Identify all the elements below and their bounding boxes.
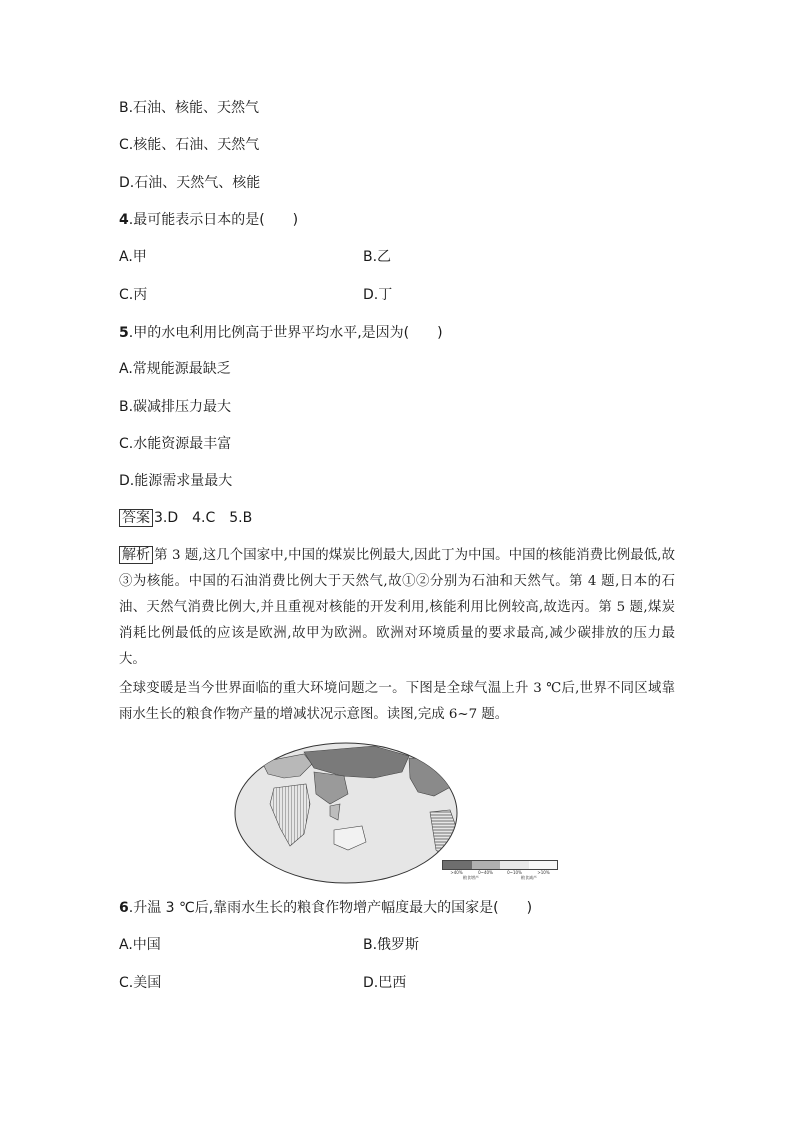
q5-option-c: C.水能资源最丰富 xyxy=(119,436,232,452)
q4-options-row-2 xyxy=(119,285,393,305)
legend-value-4: >10% xyxy=(537,870,550,875)
q4-option-a: A.甲 xyxy=(119,249,147,265)
analysis-text: 第 3 题,这几个国家中,中国的煤炭比例最大,因此丁为中国。中国的核能消费比例最低,故③为核能。中国的石油消费比例大于天然气,故①②分别为石油和天然气。第 4 题,日本的石油、天然气消费比例大,并且重视对核能的开发利用,核能利用比例较高,故选丙。第 5 题,煤炭消耗比例最低的应该是欧洲,故甲为欧洲。欧洲对环境质量的要求最高,减少碳排放的压力最大。 xyxy=(119,548,675,667)
q6-option-b: B.俄罗斯 xyxy=(363,937,420,953)
q5-option-d: D.能源需求量最大 xyxy=(119,473,233,489)
q4-option-d: D.丁 xyxy=(363,287,393,303)
legend-swatch-2 xyxy=(472,861,501,869)
q3-option-c: C.核能、石油、天然气 xyxy=(119,137,260,153)
q5-option-b: B.碳减排压力最大 xyxy=(119,399,232,415)
q6-option-c: C.美国 xyxy=(119,975,162,991)
question-number: 5 xyxy=(119,325,129,341)
question-stem: .甲的水电利用比例高于世界平均水平,是因为( ) xyxy=(128,325,443,341)
legend-swatch-1 xyxy=(443,861,472,869)
intro-paragraph: 全球变暖是当今世界面临的重大环境问题之一。下图是全球气温上升 3 ℃后,世界不同区域靠雨水生长的粮食作物产量的增减状况示意图。读图,完成 6~7 题。 xyxy=(119,681,675,722)
answer-line xyxy=(119,508,252,528)
q3-option-d: D.石油、天然气、核能 xyxy=(119,175,261,191)
question-number: 6 xyxy=(119,900,129,916)
legend-swatch-4 xyxy=(529,861,558,869)
question-number: 4 xyxy=(119,212,129,228)
world-map-figure xyxy=(234,742,564,884)
q6-options-row-2 xyxy=(119,973,407,993)
legend-value-3: 0~10% xyxy=(507,870,522,875)
q4-options-row-1 xyxy=(119,247,392,267)
q6-options-row-1 xyxy=(119,935,420,955)
legend-value-1: >40% xyxy=(450,870,463,875)
legend-swatch-3 xyxy=(500,861,529,869)
question-stem: .最可能表示日本的是( ) xyxy=(128,212,299,228)
q6-option-a: A.中国 xyxy=(119,937,161,953)
map-legend xyxy=(442,860,558,880)
analysis-paragraph xyxy=(119,543,675,673)
legend-bar xyxy=(442,860,558,870)
q4-option-b: B.乙 xyxy=(363,249,392,265)
q5-option-a: A.常规能源最缺乏 xyxy=(119,361,231,377)
q3-option-b: B.石油、核能、天然气 xyxy=(119,100,260,116)
legend-value-2: 0~40% xyxy=(478,870,493,875)
legend-group-labels xyxy=(442,875,558,880)
answer-text: 3.D 4.C 5.B xyxy=(154,510,253,526)
legend-increase-label: 粮食增产 xyxy=(463,875,479,880)
legend-decrease-label: 粮食减产 xyxy=(521,875,537,880)
question-4 xyxy=(119,210,298,230)
analysis-tag: 解析 xyxy=(119,546,153,564)
question-stem: .升温 3 ℃后,靠雨水生长的粮食作物增产幅度最大的国家是( ) xyxy=(128,900,533,916)
q4-option-c: C.丙 xyxy=(119,287,148,303)
question-5 xyxy=(119,323,443,343)
question-6 xyxy=(119,898,532,918)
q6-option-d: D.巴西 xyxy=(363,975,407,991)
answer-tag: 答案 xyxy=(119,509,153,527)
